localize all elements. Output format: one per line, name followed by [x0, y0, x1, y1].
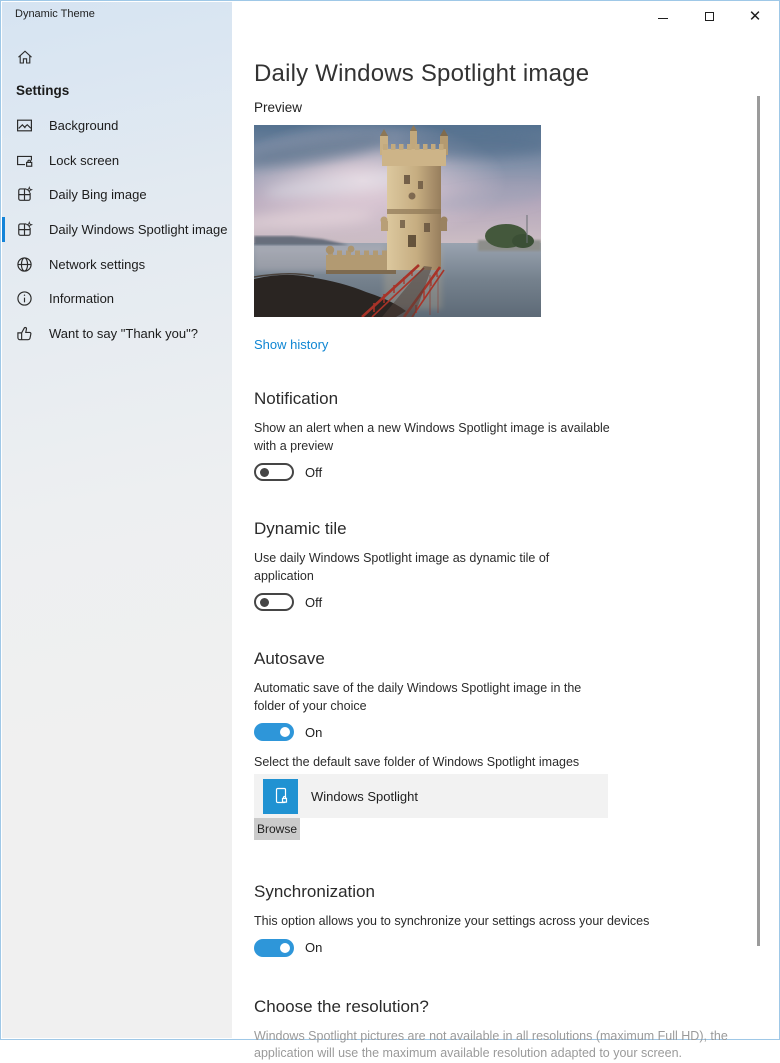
- synchronization-description: This option allows you to synchronize your settings across your devices: [254, 914, 650, 928]
- settings-panel: [254, 2, 774, 1063]
- resolution-header: Choose the resolution?: [254, 996, 429, 1016]
- info-icon: [16, 290, 33, 307]
- sidebar-item-label: Daily Bing image: [49, 187, 147, 203]
- save-folder-item[interactable]: [254, 774, 608, 818]
- sidebar-item-label: Daily Windows Spotlight image: [49, 221, 228, 237]
- toggle-knob: [280, 727, 290, 737]
- sidebar-item-label: Lock screen: [49, 152, 120, 168]
- spotlight-folder-icon: [263, 779, 298, 814]
- vertical-scrollbar[interactable]: [757, 96, 760, 946]
- sidebar-item-label: Want to say "Thank you"?: [49, 325, 198, 341]
- sidebar-item-label: Information: [49, 291, 115, 307]
- dynamic-tile-description: Use daily Windows Spotlight image as dynamic tile of application: [254, 551, 550, 583]
- sidebar-item-daily-windows-spotlight-image[interactable]: [2, 212, 232, 247]
- sidebar-item-label: Network settings: [49, 256, 146, 272]
- notification-header: Notification: [254, 389, 339, 408]
- toggle-state-label: On: [305, 724, 323, 740]
- sidebar-item-lock-screen[interactable]: [2, 143, 232, 178]
- save-folder-label: Select the default save folder of Windows Spotlight images: [254, 755, 580, 769]
- sidebar-item-information[interactable]: [2, 281, 232, 316]
- sidebar: [2, 2, 232, 1038]
- lock-screen-icon: [16, 152, 33, 169]
- close-button[interactable]: [732, 2, 778, 31]
- sidebar-nav: [2, 108, 232, 351]
- thumbs-up-icon: [16, 325, 33, 342]
- maximize-button[interactable]: [686, 2, 732, 31]
- sidebar-item-background[interactable]: [2, 108, 232, 143]
- show-history-link[interactable]: Show history: [254, 337, 329, 352]
- window-title: Dynamic Theme: [15, 8, 95, 20]
- synchronization-header: Synchronization: [254, 882, 375, 901]
- home-icon: [16, 48, 34, 69]
- preview-image: [254, 125, 541, 317]
- resolution-description: Windows Spotlight pictures are not available in all resolutions (maximum Full HD), the application will use the maximum available resolution adapted to your screen.: [254, 1028, 728, 1060]
- tile-image-icon: [16, 186, 33, 203]
- autosave-toggle[interactable]: [254, 723, 294, 741]
- toggle-knob: [280, 943, 290, 953]
- dynamic-tile-header: Dynamic tile: [254, 519, 347, 538]
- sidebar-item-thank-you[interactable]: [2, 316, 232, 351]
- caption-buttons: [640, 2, 778, 31]
- browse-button[interactable]: Browse: [254, 818, 300, 840]
- sidebar-item-network-settings[interactable]: [2, 247, 232, 282]
- toggle-state-label: On: [305, 940, 323, 955]
- notification-toggle[interactable]: [254, 463, 294, 481]
- toggle-state-label: Off: [305, 594, 323, 610]
- save-folder-name: Windows Spotlight: [311, 788, 418, 804]
- toggle-knob: [260, 468, 269, 477]
- notification-toggle-row: [254, 462, 774, 482]
- sidebar-item-daily-bing-image[interactable]: [2, 177, 232, 212]
- sidebar-item-label: Background: [49, 117, 119, 133]
- globe-icon: [16, 256, 33, 273]
- dynamic-tile-toggle[interactable]: [254, 593, 294, 611]
- autosave-toggle-row: [254, 722, 774, 742]
- toggle-knob: [260, 598, 269, 607]
- tile-image-icon: [16, 221, 33, 238]
- close-icon: ✕: [748, 8, 762, 25]
- autosave-description: Automatic save of the daily Windows Spotlight image in the folder of your choice: [254, 681, 582, 713]
- autosave-header: Autosave: [254, 649, 325, 668]
- maximize-icon: [705, 12, 714, 21]
- synchronization-toggle-row: [254, 938, 774, 958]
- page-title: Daily Windows Spotlight image: [254, 60, 590, 87]
- minimize-button[interactable]: [640, 2, 686, 31]
- toggle-state-label: Off: [305, 464, 323, 480]
- main-area: [232, 2, 778, 1060]
- picture-icon: [16, 117, 33, 134]
- home-button[interactable]: [13, 46, 37, 70]
- preview-label: Preview: [254, 100, 303, 115]
- minimize-icon: [658, 18, 668, 19]
- dynamic-tile-toggle-row: [254, 592, 774, 612]
- synchronization-toggle[interactable]: [254, 939, 294, 957]
- sidebar-header: Settings: [16, 83, 70, 98]
- notification-description: Show an alert when a new Windows Spotlight image is available with a preview: [254, 421, 610, 453]
